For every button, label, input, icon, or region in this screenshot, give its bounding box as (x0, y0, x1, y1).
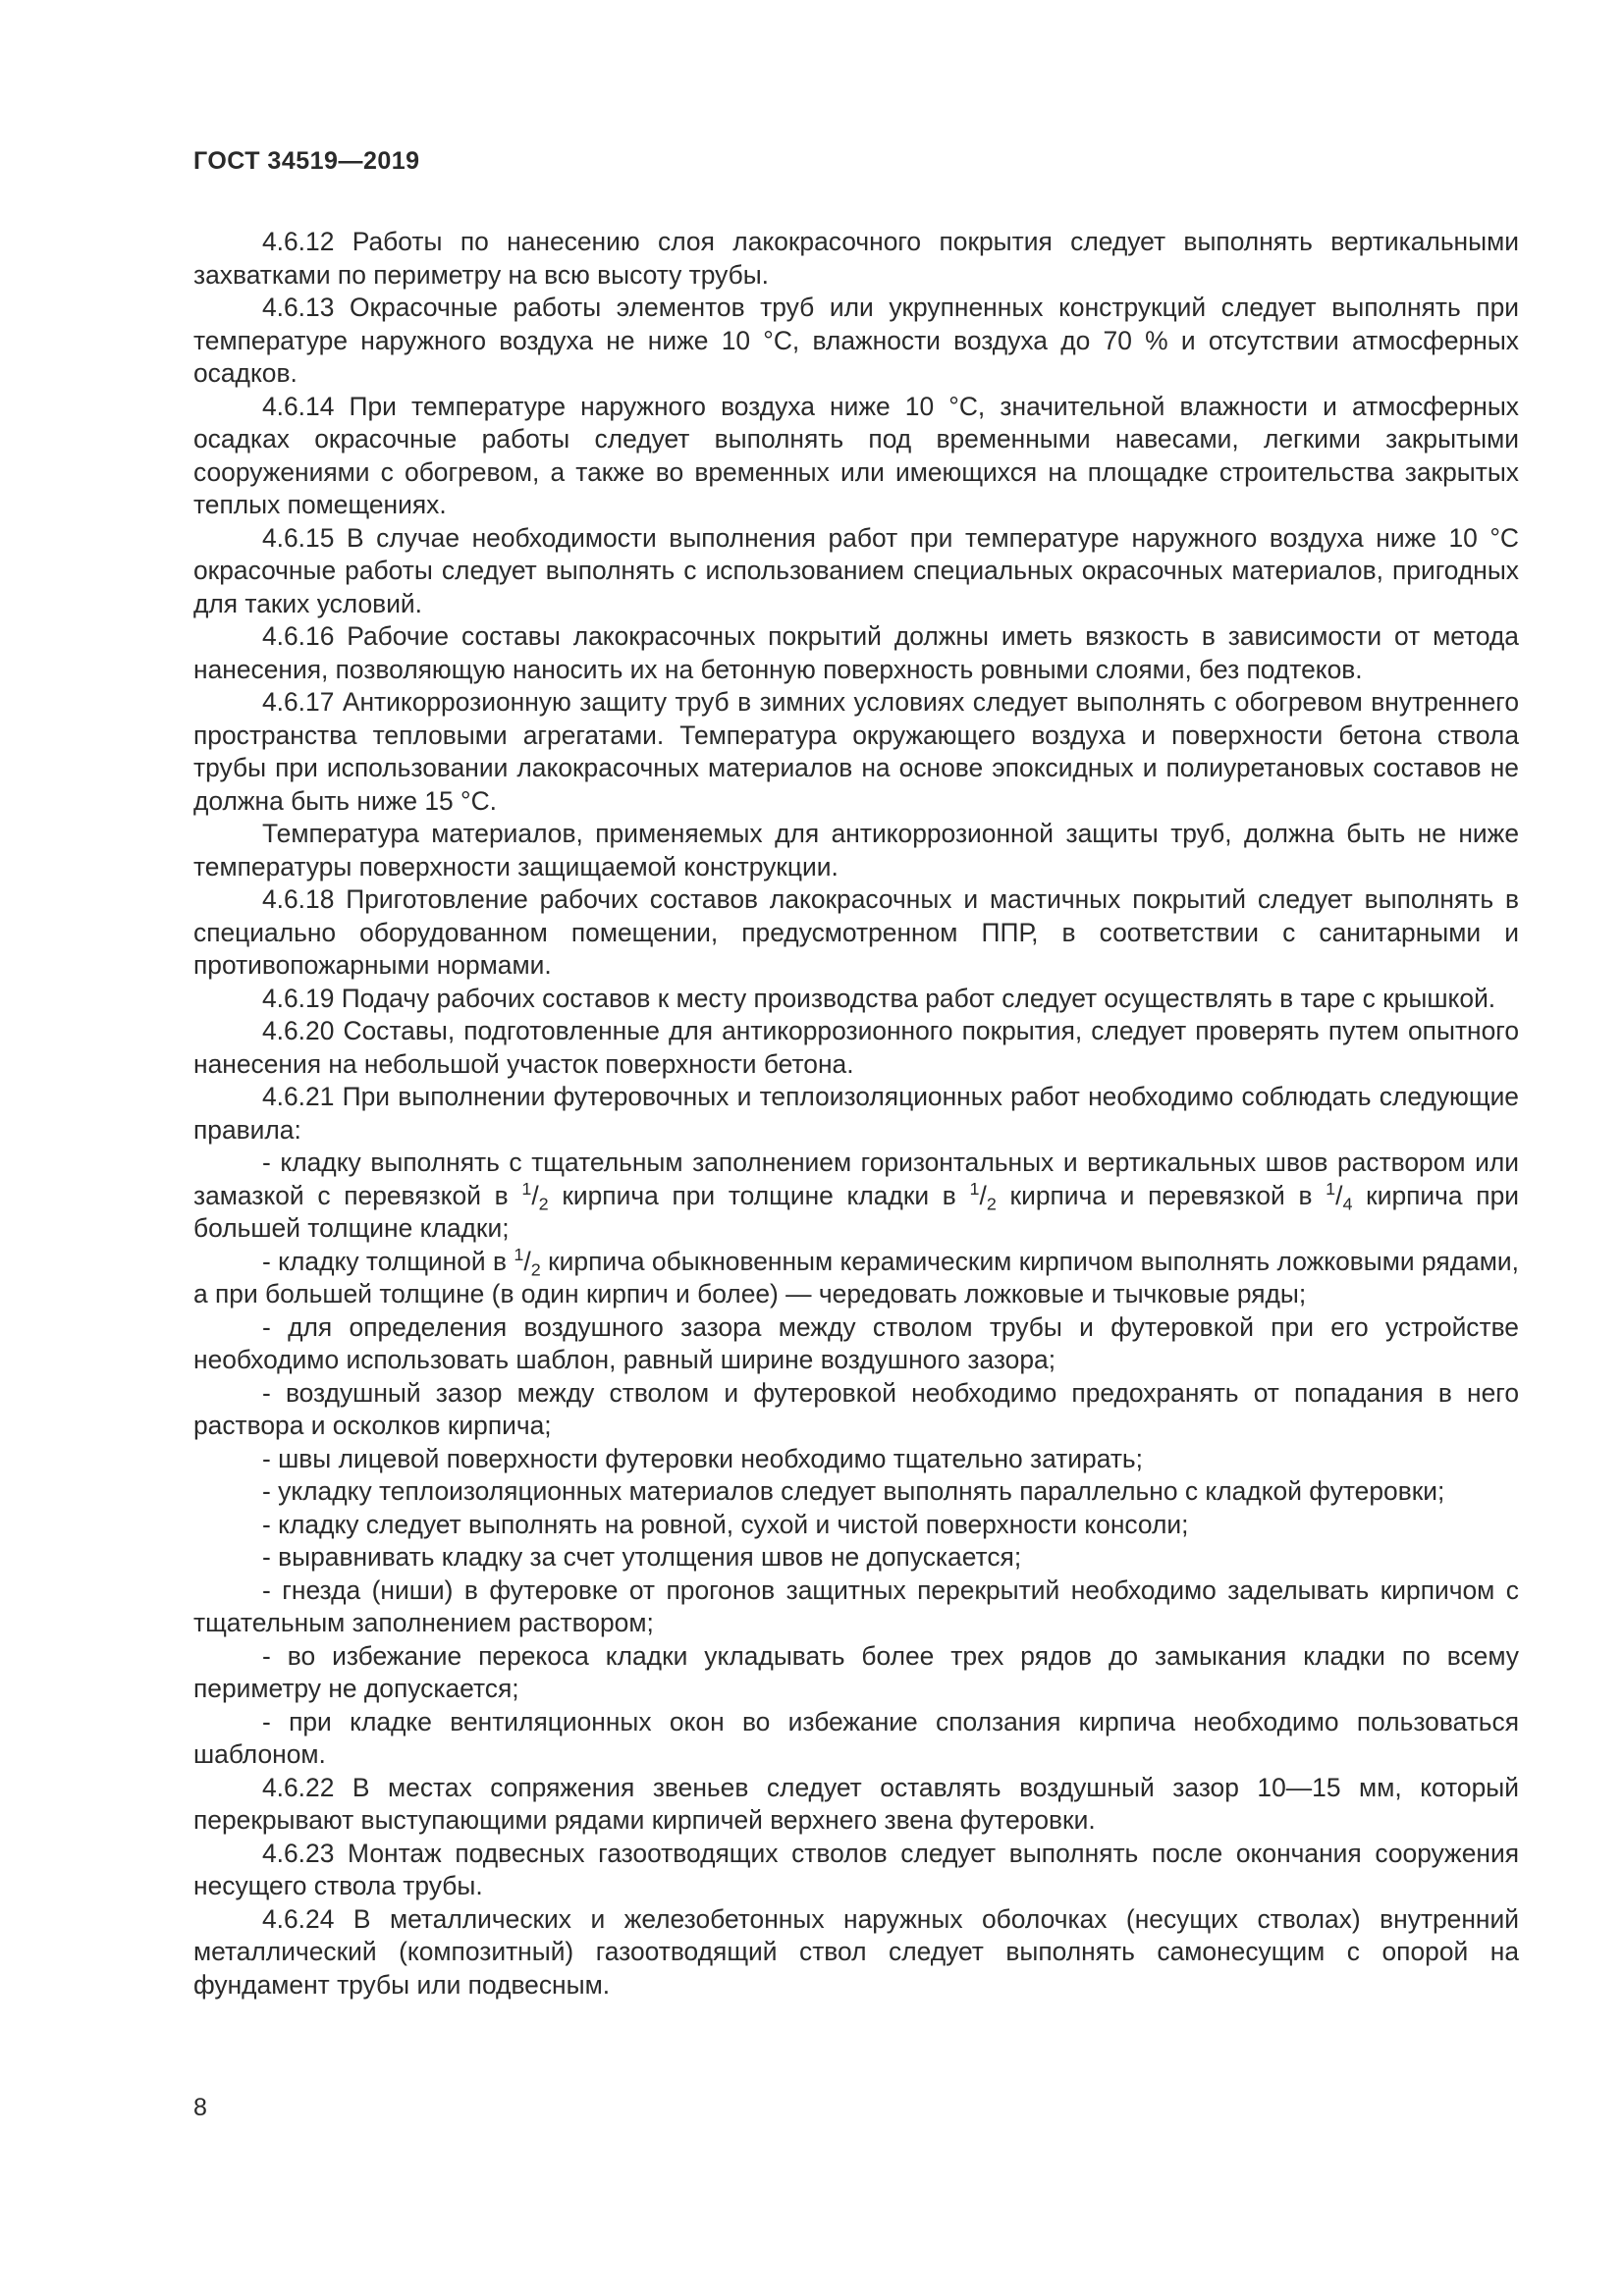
paragraph-4-6-17-continued: Температура материалов, применяемых для антикоррозионной защиты труб, должна быть не ниже температуры поверхности защищаемой конструкции. (193, 819, 1519, 881)
paragraph-4-6-12: 4.6.12 Работы по нанесению слоя лакокрасочного покрытия следует выполнять вертикальными захватками по периметру на всю высоту трубы. (193, 227, 1519, 290)
page-number: 8 (193, 2094, 207, 2121)
paragraph-4-6-16: 4.6.16 Рабочие составы лакокрасочных покрытий должны иметь вязкость в зависимости от метода нанесения, позволяющую наносить их на бетонную поверхность ровными слоями, без подтеков. (193, 621, 1519, 684)
list-item: - выравнивать кладку за счет утолщения швов не допускается; (262, 1542, 1022, 1572)
document-header: ГОСТ 34519—2019 (193, 147, 420, 175)
paragraph-4-6-14: 4.6.14 При температуре наружного воздуха ниже 10 °С, значительной влажности и атмосферных осадках окрасочные работы следует выполнять под временными навесами, легкими закрытыми сооружениями с обогревом, а также во временных или имеющихся на площадке строительства закрытых теплых помещениях. (193, 391, 1519, 519)
paragraph-4-6-13: 4.6.13 Окрасочные работы элементов труб или укрупненных конструкций следует выполнять при температуре наружного воздуха не ниже 10 °С, влажности воздуха до 70 % и отсутствии атмосферных осадков. (193, 293, 1519, 388)
list-item: - кладку следует выполнять на ровной, сухой и чистой поверхности консоли; (262, 1509, 1189, 1539)
list-item: - гнезда (ниши) в футеровке от прогонов защитных перекрытий необходимо заделывать кирпичом с тщательным заполнением раствором; (193, 1575, 1519, 1637)
fraction-half: $^1/_2$ (514, 1244, 541, 1279)
list-item-masonry-bonding: - кладку выполнять с тщательным заполнением горизонтальных и вертикальных швов раствором или замазкой с перевязкой в $^1/_2$ кирпича при толщине кладки в $^1/_2$ кирпича и перевязкой в $^1/_4$ кирпича при большей толщине кладки; (193, 1148, 1519, 1243)
fraction-half: $^1/_2$ (521, 1178, 549, 1213)
paragraph-4-6-22: 4.6.22 В местах сопряжения звеньев следует оставлять воздушный зазор 10—15 мм, который перекрывают выступающими рядами кирпичей верхнего звена футеровки. (193, 1772, 1519, 1835)
document-body (193, 226, 1519, 2002)
paragraph-4-6-19: 4.6.19 Подачу рабочих составов к месту производства работ следует осуществлять в таре с крышкой. (262, 983, 1496, 1013)
fraction-quarter: $^1/_4$ (1326, 1178, 1353, 1213)
paragraph-4-6-23: 4.6.23 Монтаж подвесных газоотводящих стволов следует выполнять после окончания сооружения несущего ствола трубы. (193, 1838, 1519, 1900)
list-item: - укладку теплоизоляционных материалов следует выполнять параллельно с кладкой футеровки; (262, 1476, 1445, 1506)
list-item-masonry-rows: - кладку толщиной в $^1/_2$ кирпича обыкновенным керамическим кирпичом выполнять ложковыми рядами, а при большей толщине (в один кирпич и более) — чередовать ложковые и тычковые ряды; (193, 1244, 1519, 1308)
list-item: - во избежание перекоса кладки укладывать более трех рядов до замыкания кладки по всему периметру не допускается; (193, 1640, 1519, 1703)
paragraph-4-6-21: 4.6.21 При выполнении футеровочных и теплоизоляционных работ необходимо соблюдать следующие правила: (193, 1082, 1519, 1145)
paragraph-4-6-24: 4.6.24 В металлических и железобетонных наружных оболочках (несущих стволах) внутренний металлический (композитный) газоотводящий ствол следует выполнять самонесущим с опорой на фундамент трубы или подвесным. (193, 1903, 1519, 2000)
paragraph-4-6-20: 4.6.20 Составы, подготовленные для антикоррозионного покрытия, следует проверять путем опытного нанесения на небольшой участок поверхности бетона. (193, 1016, 1519, 1079)
list-item: - для определения воздушного зазора между стволом трубы и футеровкой при его устройстве необходимо использовать шаблон, равный ширине воздушного зазора; (193, 1311, 1519, 1374)
paragraph-4-6-15: 4.6.15 В случае необходимости выполнения работ при температуре наружного воздуха ниже 10 °С окрасочные работы следует выполнять с использованием специальных окрасочных материалов, пригодных для таких условий. (193, 522, 1519, 618)
fraction-half: $^1/_2$ (969, 1178, 997, 1213)
list-item: - воздушный зазор между стволом и футеровкой необходимо предохранять от попадания в него раствора и осколков кирпича; (193, 1377, 1519, 1440)
list-item: - при кладке вентиляционных окон во избежание сползания кирпича необходимо пользоваться шаблоном. (193, 1706, 1519, 1769)
list-item: - швы лицевой поверхности футеровки необходимо тщательно затирать; (262, 1443, 1143, 1473)
paragraph-4-6-17: 4.6.17 Антикоррозионную защиту труб в зимних условиях следует выполнять с обогревом внутреннего пространства тепловыми агрегатами. Температура окружающего воздуха и поверхности бетона ствола трубы при использовании лакокрасочных материалов на основе эпоксидных и полиуретановых составов не должна быть ниже 15 °С. (193, 687, 1519, 816)
paragraph-4-6-18: 4.6.18 Приготовление рабочих составов лакокрасочных и мастичных покрытий следует выполнять в специально оборудованном помещении, предусмотренном ППР, в соответствии с санитарными и противопожарными нормами. (193, 884, 1519, 980)
